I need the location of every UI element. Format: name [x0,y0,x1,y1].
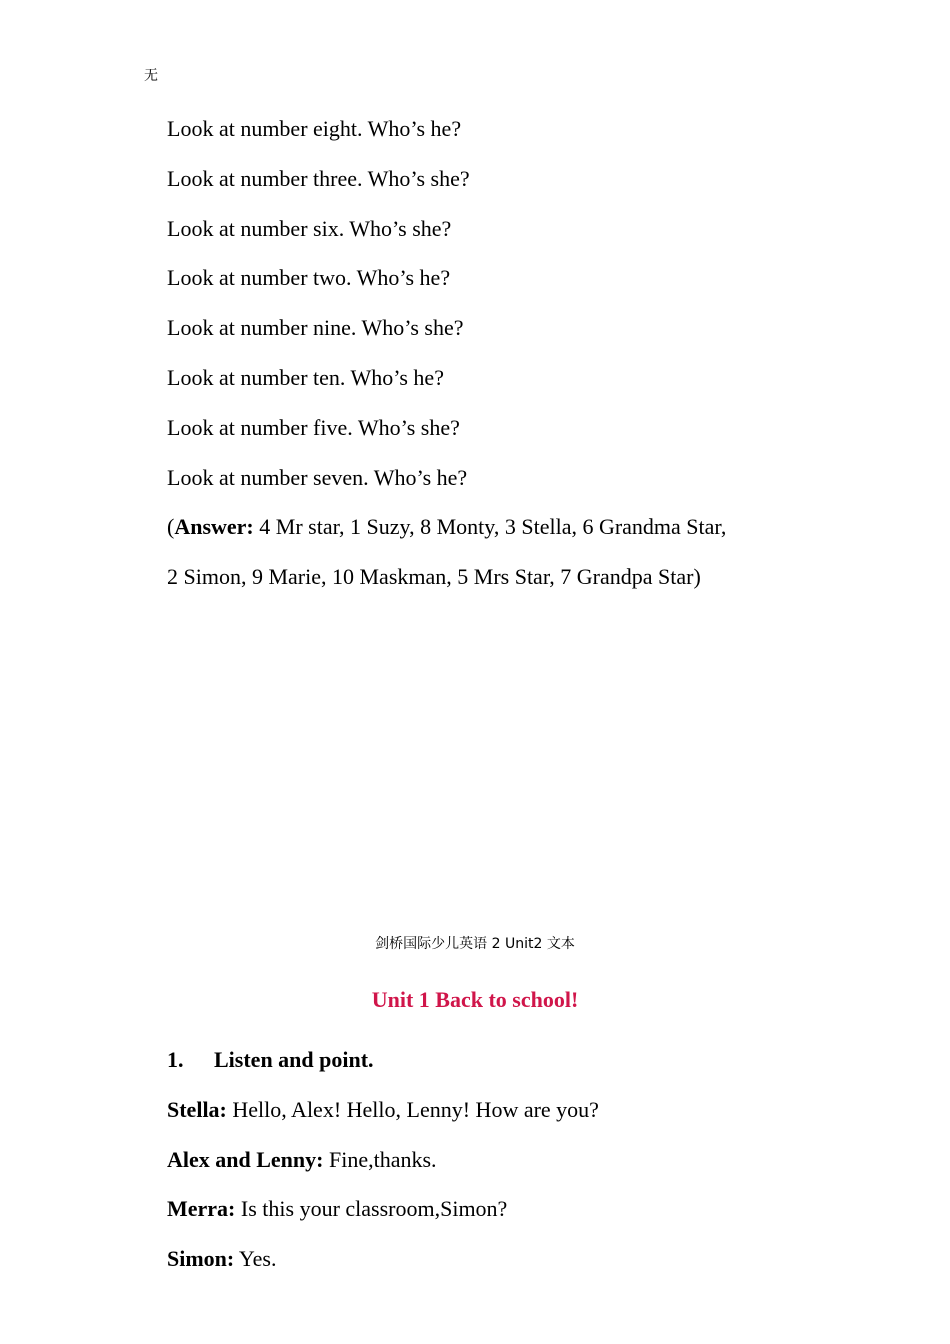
dialogue-line [167,1085,867,1135]
answer-open-paren: ( [167,514,175,540]
header-note: 无 [144,68,158,84]
answer-line-1 [167,502,867,552]
exercise-line: Look at number ten. Who’s he? [167,364,444,390]
answer-label: Answer: [174,514,254,540]
exercise-lines [167,104,867,602]
dialogue-line [167,1184,867,1234]
exercise-line: Look at number five. Who’s she? [167,414,460,440]
section-title: Listen and point. [214,1047,374,1072]
exercise-line: Look at number six. Who’s she? [167,215,452,241]
section-heading [167,1035,867,1085]
exercise-line: Look at number seven. Who’s he? [167,464,468,490]
section-number: 1. [167,1047,184,1072]
dialogue-text: Hello, Alex! Hello, Lenny! How are you? [226,1096,599,1122]
document-title: 剑桥国际少儿英语 2 Unit2 文本 [375,936,575,952]
dialogue-line [167,1234,867,1284]
speaker-name: Simon: [167,1246,235,1272]
dialogue-line [167,1135,867,1185]
dialogue-text: Fine,thanks. [323,1146,437,1172]
exercise-line: Look at number three. Who’s she? [167,165,470,191]
exercise-line: Look at number nine. Who’s she? [167,315,464,341]
unit-content [167,1035,867,1284]
unit-title: Unit 1 Back to school! [371,987,579,1012]
exercise-line: Look at number eight. Who’s he? [167,116,462,141]
speaker-name: Alex and Lenny: [167,1146,324,1172]
dialogue-text: Is this your classroom,Simon? [235,1196,508,1222]
speaker-name: Stella: [167,1096,227,1122]
answer-text-1: 4 Mr star, 1 Suzy, 8 Monty, 3 Stella, 6 Grandma Star, [253,514,727,540]
answer-line-2: 2 Simon, 9 Marie, 10 Maskman, 5 Mrs Star, 7 Grandpa Star) [167,564,701,590]
speaker-name: Merra: [167,1196,236,1222]
dialogue-text: Yes. [234,1246,277,1272]
exercise-line: Look at number two. Who’s he? [167,265,451,291]
